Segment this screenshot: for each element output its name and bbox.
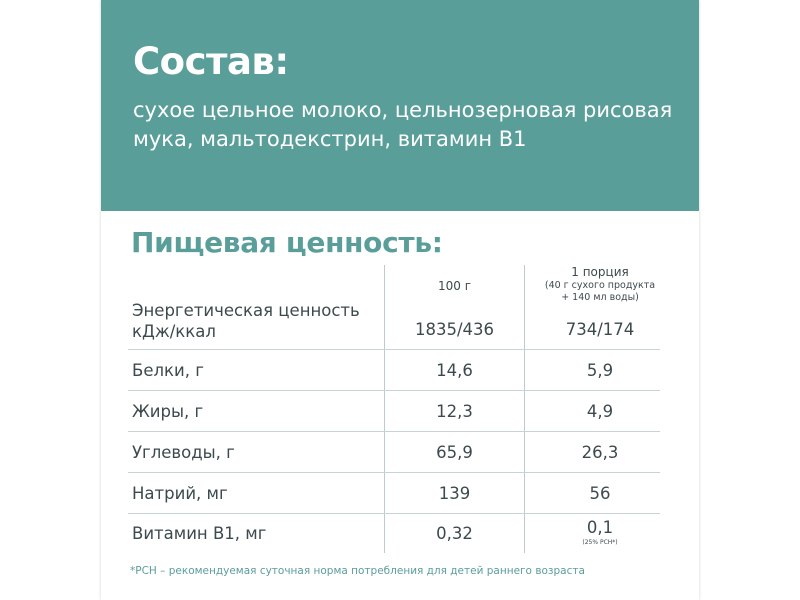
column-header-portion: 1 порция (571, 265, 629, 279)
column-header-portion-note-2: + 140 мл воды) (561, 292, 639, 303)
row-divider (128, 349, 660, 350)
row-divider (128, 513, 660, 514)
footnote: *РСН – рекомендуемая суточная норма потребления для детей раннего возраста (130, 565, 585, 577)
cell-vitamin-b1-per100: 0,32 (436, 524, 473, 543)
cell-protein-per100: 14,6 (436, 361, 473, 380)
column-header-per-100g: 100 г (437, 279, 472, 293)
row-label-protein: Белки, г (132, 361, 204, 380)
cell-energy-per100: 1835/436 (414, 320, 495, 339)
row-label-vitamin-b1: Витамин В1, мг (132, 524, 267, 543)
nutrition-table (101, 0, 699, 600)
cell-fat-per100: 12,3 (436, 402, 473, 421)
cell-fat-portion: 4,9 (586, 402, 614, 421)
row-label-energy-line-2: кДж/ккал (132, 322, 216, 341)
cell-energy-portion: 734/174 (565, 320, 635, 339)
cell-carbohydrates-per100: 65,9 (436, 443, 473, 462)
column-header-portion-note-1: (40 г сухого продукта (544, 280, 656, 291)
row-divider (128, 390, 660, 391)
row-label-fat: Жиры, г (132, 402, 204, 421)
product-info-card (101, 0, 699, 600)
row-divider (128, 431, 660, 432)
nutrition-title: Пищевая ценность: (131, 226, 443, 259)
cell-sodium-portion: 56 (589, 484, 611, 503)
cell-vitamin-b1-portion-note: (25% РСН*) (582, 539, 618, 546)
row-label-energy (132, 300, 360, 342)
row-label-sodium: Натрий, мг (132, 484, 228, 503)
row-label-carbohydrates: Углеводы, г (132, 443, 235, 462)
composition-text-line-1: сухое цельное молоко, цельнозерновая рисовая (133, 98, 673, 122)
cell-protein-portion: 5,9 (586, 361, 614, 380)
composition-title: Состав: (133, 40, 289, 83)
cell-sodium-per100: 139 (438, 484, 471, 503)
cell-carbohydrates-portion: 26,3 (581, 443, 619, 462)
cell-vitamin-b1-portion: 0,1 (586, 518, 614, 537)
row-divider (128, 472, 660, 473)
row-label-energy-line-1: Энергетическая ценность (132, 301, 360, 320)
composition-text-line-2: мука, мальтодекстрин, витамин В1 (133, 127, 527, 151)
